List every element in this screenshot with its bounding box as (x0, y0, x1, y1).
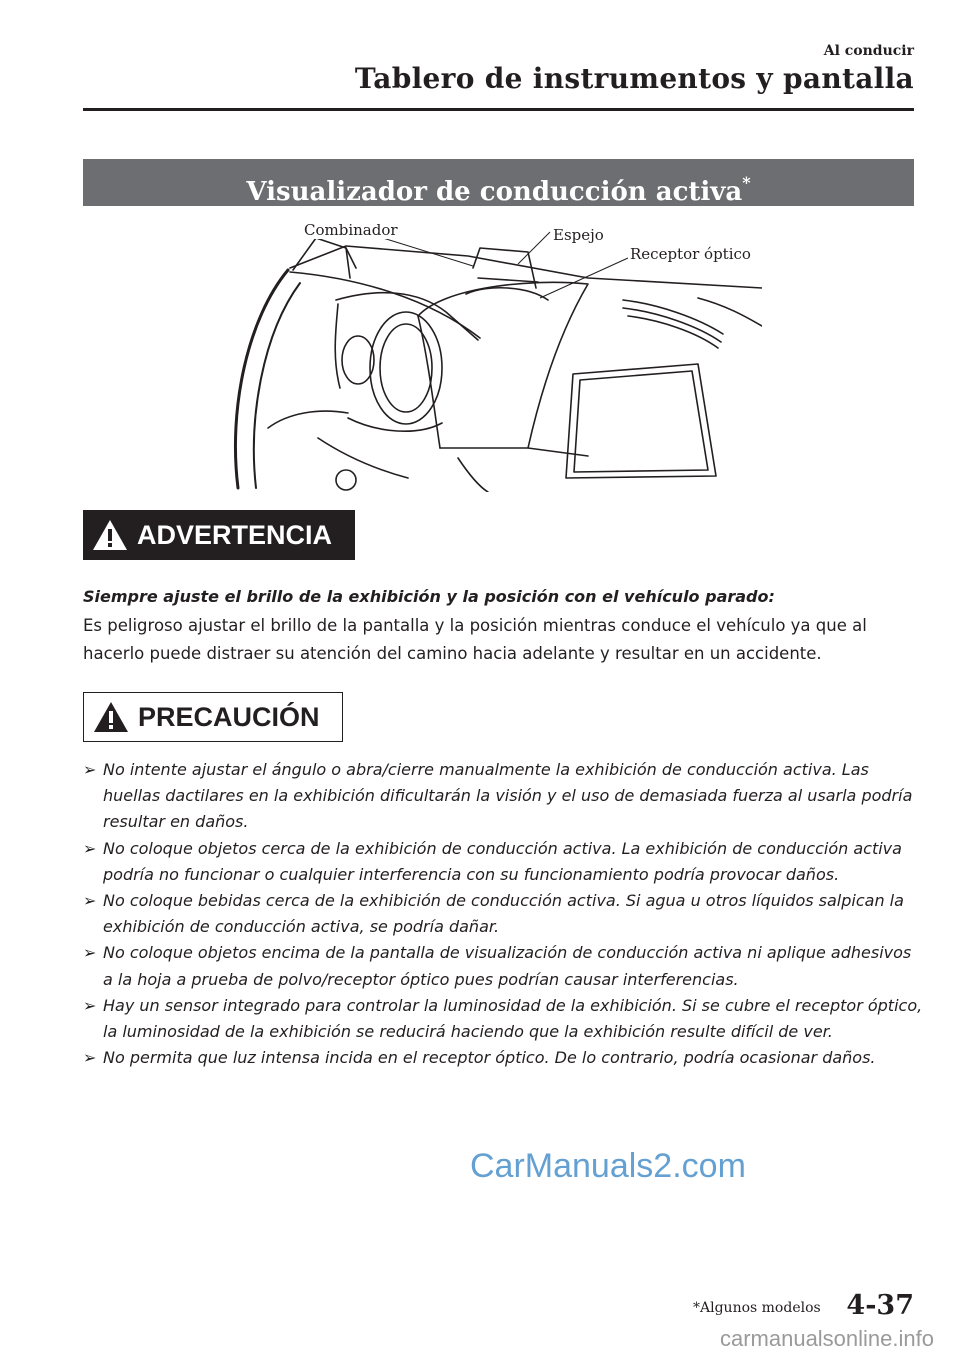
caution-item (83, 940, 923, 992)
warning-heading: Siempre ajuste el brillo de la exhibición y la posición con el vehículo parado: (83, 587, 775, 606)
header-rule (83, 108, 914, 111)
site-watermark: carmanualsonline.info (719, 1326, 934, 1351)
footnote: *Algunos modelos (693, 1300, 821, 1316)
caution-list (83, 757, 923, 1071)
arrow-bullet-icon: ➢ (83, 760, 97, 779)
caution-item-text: No coloque objetos cerca de la exhibición de conducción activa. La exhibición de conducción activa podría no funcionar o cualquier interferencia con su funcionamiento podría provocar daños. (103, 838, 902, 884)
arrow-bullet-icon: ➢ (83, 1048, 97, 1068)
caution-triangle-icon (92, 700, 130, 734)
warning-label-box (83, 510, 355, 560)
page-number: 4-37 (846, 1290, 914, 1321)
warning-triangle-icon (91, 518, 129, 552)
caution-item-text: No intente ajustar el ángulo o abra/cierre manualmente la exhibición de conducción activa. Las huellas dactilares en la exhibición dificultarán la visión y el uso de demasiada fuerza al usarla podría resultar en daños. (103, 760, 913, 832)
section-heading (83, 159, 914, 206)
caution-item-text: No permita que luz intensa incida en el receptor óptico. De lo contrario, podría ocasionar daños. (103, 1048, 876, 1068)
arrow-bullet-icon: ➢ (83, 891, 97, 911)
caution-item-text: No coloque objetos encima de la pantalla de visualización de conducción activa ni aplique adhesivos a la hoja a prueba de polvo/receptor óptico pues podrían causar interferencias. (103, 943, 912, 989)
warning-body: Es peligroso ajustar el brillo de la pantalla y la posición mientras conduce el vehículo ya que al hacerlo puede distraer su atención del camino hacia adelante y resultar en un accidente. (83, 616, 867, 663)
arrow-bullet-icon: ➢ (83, 838, 97, 858)
watermark: CarManuals2.com (470, 1147, 746, 1185)
caution-item-text: No coloque bebidas cerca de la exhibición de conducción activa. Si agua u otros líquidos salpican la exhibición de conducción activa, se podría dañar. (103, 891, 904, 937)
caution-item (83, 888, 923, 940)
caution-item (83, 836, 923, 888)
caution-item (83, 993, 923, 1045)
header-section-label: Al conducir (823, 43, 914, 59)
callout-receptor-optico: Receptor óptico (630, 245, 751, 263)
arrow-bullet-icon: ➢ (83, 943, 97, 963)
arrow-bullet-icon: ➢ (83, 995, 97, 1015)
caution-item (83, 757, 923, 836)
caution-label: PRECAUCIÓN (138, 701, 320, 732)
figure-dashboard (228, 208, 762, 492)
caution-item (83, 1045, 923, 1071)
callout-espejo: Espejo (553, 226, 604, 244)
caution-item-text: Hay un sensor integrado para controlar la luminosidad de la exhibición. Si se cubre el receptor óptico, la luminosidad de la exhibición se reducirá haciendo que la exhibición resulte difícil de ver. (103, 995, 923, 1042)
callout-combinador: Combinador (304, 221, 398, 239)
warning-label: ADVERTENCIA (137, 519, 333, 550)
section-title: Visualizador de conducción activa (246, 177, 743, 207)
caution-label-box (83, 692, 343, 742)
section-asterisk: * (742, 173, 751, 192)
page-title: Tablero de instrumentos y pantalla (354, 62, 914, 95)
